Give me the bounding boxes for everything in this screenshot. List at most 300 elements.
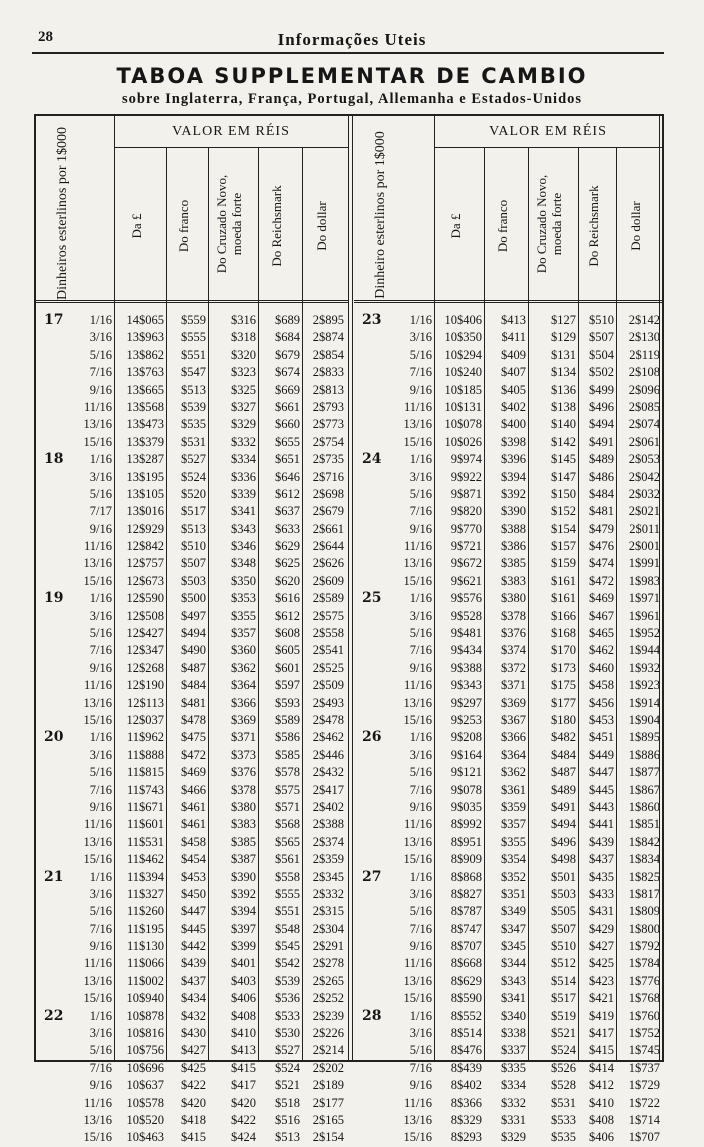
cell-cruzado: $378 xyxy=(231,782,256,797)
cell-dollar: 1$914 xyxy=(628,695,660,710)
cell-cruzado: $168 xyxy=(551,626,576,641)
cell-franco: $367 xyxy=(501,712,526,727)
table-row xyxy=(36,555,348,572)
cell-dollar: 1$745 xyxy=(628,1043,660,1058)
cell-libra: 8$909 xyxy=(450,852,482,867)
cell-frac: 11/16 xyxy=(403,678,432,693)
cell-frac: 15/16 xyxy=(403,1130,432,1145)
cell-reichsmark: $451 xyxy=(589,730,614,745)
cell-franco: $344 xyxy=(501,956,526,971)
table-row xyxy=(354,434,662,451)
cell-franco: $394 xyxy=(501,469,526,484)
cell-franco: $351 xyxy=(501,886,526,901)
cell-cruzado: $366 xyxy=(231,695,256,710)
cell-dollar: 2$874 xyxy=(312,330,344,345)
cell-cruzado: $175 xyxy=(551,678,576,693)
cell-dollar: 2$061 xyxy=(628,434,660,449)
cell-frac: 11/16 xyxy=(403,539,432,554)
cell-libra: 13$568 xyxy=(126,399,164,414)
cell-cruzado: $336 xyxy=(231,469,256,484)
cell-reichsmark: $414 xyxy=(589,1060,614,1075)
cell-cruzado: $489 xyxy=(551,782,576,797)
table-row xyxy=(354,347,662,364)
cell-dollar: 2$119 xyxy=(629,347,660,362)
cell-cruzado: $512 xyxy=(551,956,576,971)
cell-frac: 13/16 xyxy=(403,556,432,571)
cell-libra: 8$329 xyxy=(450,1112,482,1127)
cell-reichsmark: $575 xyxy=(275,782,300,797)
cell-reichsmark: $417 xyxy=(589,1026,614,1041)
table-row xyxy=(354,538,662,555)
cell-frac: 9/16 xyxy=(89,521,112,536)
cell-reichsmark: $476 xyxy=(589,539,614,554)
cell-dollar: 1$737 xyxy=(628,1060,660,1075)
cell-reichsmark: $542 xyxy=(275,956,300,971)
cell-reichsmark: $441 xyxy=(589,817,614,832)
table-row xyxy=(36,695,348,712)
cell-frac: 9/16 xyxy=(409,799,432,814)
cell-frac: 11/16 xyxy=(83,1095,112,1110)
cell-cruzado: $343 xyxy=(231,521,256,536)
table-row xyxy=(354,1025,662,1042)
cell-reichsmark: $561 xyxy=(275,852,300,867)
cell-frac: 15/16 xyxy=(403,852,432,867)
cell-dollar: 1$932 xyxy=(628,660,660,675)
cell-reichsmark: $633 xyxy=(275,521,300,536)
cell-franco: $461 xyxy=(181,817,206,832)
right-table-rows xyxy=(354,312,662,1147)
cell-libra: 10$240 xyxy=(444,365,482,380)
cell-libra: 8$668 xyxy=(450,956,482,971)
cell-frac: 13/16 xyxy=(403,695,432,710)
cell-franco: $398 xyxy=(501,434,526,449)
table-center-rule xyxy=(348,116,349,1060)
cell-dollar: 2$154 xyxy=(312,1130,344,1145)
cell-dollar: 2$053 xyxy=(628,452,660,467)
cell-franco: $361 xyxy=(501,782,526,797)
cell-reichsmark: $453 xyxy=(589,712,614,727)
cell-reichsmark: $510 xyxy=(589,313,614,327)
cell-reichsmark: $597 xyxy=(275,678,300,693)
cell-franco: $409 xyxy=(501,347,526,362)
cell-frac: 5/16 xyxy=(89,347,112,362)
cell-libra: 12$929 xyxy=(126,521,164,536)
cell-cruzado: $383 xyxy=(231,817,256,832)
cell-libra: 11$066 xyxy=(126,956,164,971)
cell-franco: $405 xyxy=(501,382,526,397)
cell-libra: 11$671 xyxy=(126,799,164,814)
cell-cruzado: $399 xyxy=(231,939,256,954)
cell-dollar: 2$661 xyxy=(312,521,344,536)
cell-franco: $390 xyxy=(501,504,526,519)
cell-franco: $461 xyxy=(181,799,206,814)
cell-libra: 10$463 xyxy=(126,1130,164,1145)
cell-frac: 11/16 xyxy=(403,1095,432,1110)
cell-cruzado: $369 xyxy=(231,712,256,727)
cell-libra: 11$394 xyxy=(126,869,164,884)
cell-reichsmark: $429 xyxy=(589,921,614,936)
cell-reichsmark: $578 xyxy=(275,765,300,780)
column-header-libra: Da £ xyxy=(448,213,463,239)
cell-dollar: 2$558 xyxy=(312,626,344,641)
exchange-table xyxy=(34,114,664,1145)
table-row xyxy=(36,434,348,451)
cell-cruzado: $131 xyxy=(551,347,576,362)
cell-reichsmark: $555 xyxy=(275,886,300,901)
cell-franco: $513 xyxy=(181,521,206,536)
cell-dollar: 2$575 xyxy=(312,608,344,623)
table-row xyxy=(36,869,348,886)
cell-frac: 15/16 xyxy=(403,434,432,449)
cell-dollar: 2$509 xyxy=(312,678,344,693)
cell-libra: 10$696 xyxy=(126,1060,164,1075)
cell-pence: 28 xyxy=(362,1007,382,1024)
cell-franco: $364 xyxy=(501,747,526,762)
cell-dollar: 2$315 xyxy=(312,904,344,919)
cell-libra: 11$130 xyxy=(126,939,164,954)
cell-dollar: 1$895 xyxy=(628,730,660,745)
cell-frac: 5/16 xyxy=(89,626,112,641)
cell-dollar: 1$817 xyxy=(628,886,660,901)
cell-franco: $510 xyxy=(181,539,206,554)
cell-frac: 5/16 xyxy=(409,904,432,919)
table-row xyxy=(36,625,348,642)
cell-franco: $372 xyxy=(501,660,526,675)
cell-reichsmark: $486 xyxy=(589,469,614,484)
cell-cruzado: $316 xyxy=(231,313,256,327)
cell-cruzado: $357 xyxy=(231,626,256,641)
page-title: TABOA SUPPLEMENTAR DE CAMBIO xyxy=(116,64,588,88)
cell-reichsmark: $655 xyxy=(275,434,300,449)
cell-libra: 11$815 xyxy=(126,765,164,780)
column-rule xyxy=(616,147,617,300)
cell-reichsmark: $410 xyxy=(589,1095,614,1110)
cell-dollar: 2$239 xyxy=(312,1008,344,1023)
cell-libra: 9$974 xyxy=(450,452,482,467)
column-header-libra: Da £ xyxy=(129,213,144,239)
group-rule xyxy=(434,147,662,148)
cell-libra: 8$992 xyxy=(450,817,482,832)
cell-franco: $343 xyxy=(501,973,526,988)
cell-dollar: 1$923 xyxy=(628,678,660,693)
cell-cruzado: $173 xyxy=(551,660,576,675)
table-row xyxy=(36,729,348,746)
table-row xyxy=(36,764,348,781)
cell-franco: $407 xyxy=(501,365,526,380)
cell-dollar: 1$904 xyxy=(628,712,660,727)
cell-pence: 20 xyxy=(44,729,64,746)
cell-libra: 8$402 xyxy=(450,1078,482,1093)
cell-dollar: 2$432 xyxy=(312,765,344,780)
table-row xyxy=(354,660,662,677)
cell-cruzado: $325 xyxy=(231,382,256,397)
cell-dollar: 1$944 xyxy=(628,643,660,658)
table-row xyxy=(354,416,662,433)
cell-franco: $335 xyxy=(501,1060,526,1075)
cell-reichsmark: $419 xyxy=(589,1008,614,1023)
cell-dollar: 2$833 xyxy=(312,365,344,380)
cell-cruzado: $401 xyxy=(231,956,256,971)
table-row xyxy=(36,608,348,625)
cell-reichsmark: $469 xyxy=(589,591,614,606)
cell-franco: $388 xyxy=(501,521,526,536)
cell-reichsmark: $481 xyxy=(589,504,614,519)
table-row xyxy=(36,521,348,538)
cell-cruzado: $147 xyxy=(551,469,576,484)
cell-frac: 7/16 xyxy=(89,1060,112,1075)
table-row xyxy=(354,973,662,990)
cell-libra: 12$190 xyxy=(126,678,164,693)
cell-frac: 1/16 xyxy=(409,730,432,745)
cell-libra: 10$350 xyxy=(444,330,482,345)
group-header: VALOR EM RÉIS xyxy=(172,124,290,139)
cell-reichsmark: $460 xyxy=(589,660,614,675)
table-row xyxy=(36,642,348,659)
cell-cruzado: $127 xyxy=(551,313,576,327)
cell-frac: 5/16 xyxy=(409,486,432,501)
cell-cruzado: $422 xyxy=(231,1112,256,1127)
cell-dollar: 2$021 xyxy=(628,504,660,519)
cell-dollar: 2$609 xyxy=(312,573,344,588)
cell-libra: 8$951 xyxy=(450,834,482,849)
cell-reichsmark: $568 xyxy=(275,817,300,832)
cell-franco: $332 xyxy=(501,1095,526,1110)
cell-frac: 15/16 xyxy=(83,852,112,867)
cell-frac: 15/16 xyxy=(83,712,112,727)
table-row xyxy=(36,329,348,346)
cell-frac: 13/16 xyxy=(403,1112,432,1127)
cell-franco: $349 xyxy=(501,904,526,919)
cell-reichsmark: $530 xyxy=(275,1026,300,1041)
cell-cruzado: $521 xyxy=(551,1026,576,1041)
cell-reichsmark: $443 xyxy=(589,799,614,814)
cell-cruzado: $390 xyxy=(231,869,256,884)
cell-reichsmark: $608 xyxy=(275,626,300,641)
table-row xyxy=(354,816,662,833)
cell-frac: 7/16 xyxy=(89,365,112,380)
cell-cruzado: $170 xyxy=(551,643,576,658)
cell-frac: 7/17 xyxy=(89,504,112,519)
cell-frac: 5/16 xyxy=(409,626,432,641)
cell-reichsmark: $516 xyxy=(275,1112,300,1127)
cell-cruzado: $157 xyxy=(551,539,576,554)
cell-dollar: 2$374 xyxy=(312,834,344,849)
cell-reichsmark: $445 xyxy=(589,782,614,797)
cell-libra: 13$195 xyxy=(126,469,164,484)
cell-franco: $454 xyxy=(181,852,206,867)
cell-reichsmark: $449 xyxy=(589,747,614,762)
cell-frac: 3/16 xyxy=(89,886,112,901)
cell-franco: $481 xyxy=(181,695,206,710)
table-row xyxy=(36,938,348,955)
cell-cruzado: $142 xyxy=(551,434,576,449)
cell-cruzado: $413 xyxy=(231,1043,256,1058)
cell-reichsmark: $423 xyxy=(589,973,614,988)
cell-libra: 9$922 xyxy=(450,469,482,484)
cell-franco: $378 xyxy=(501,608,526,623)
cell-franco: $500 xyxy=(181,591,206,606)
cell-reichsmark: $447 xyxy=(589,765,614,780)
cell-frac: 7/16 xyxy=(89,643,112,658)
table-row xyxy=(354,469,662,486)
cell-cruzado: $526 xyxy=(551,1060,576,1075)
cell-franco: $497 xyxy=(181,608,206,623)
cell-dollar: 1$851 xyxy=(628,817,660,832)
cell-dollar: 1$825 xyxy=(628,869,660,884)
cell-frac: 9/16 xyxy=(89,939,112,954)
table-row xyxy=(36,538,348,555)
cell-dollar: 2$493 xyxy=(312,695,344,710)
table-row xyxy=(36,1060,348,1077)
table-row xyxy=(36,347,348,364)
header-rule xyxy=(32,52,664,54)
cell-franco: $386 xyxy=(501,539,526,554)
cell-libra: 8$514 xyxy=(450,1026,482,1041)
cell-frac: 13/16 xyxy=(83,556,112,571)
cell-pence: 17 xyxy=(44,312,64,328)
cell-frac: 9/16 xyxy=(409,521,432,536)
cell-reichsmark: $521 xyxy=(275,1078,300,1093)
cell-dollar: 2$462 xyxy=(312,730,344,745)
cell-dollar: 2$085 xyxy=(628,399,660,414)
cell-franco: $434 xyxy=(181,991,206,1006)
cell-reichsmark: $593 xyxy=(275,695,300,710)
cell-libra: 9$253 xyxy=(450,712,482,727)
cell-libra: 13$473 xyxy=(126,417,164,432)
cell-reichsmark: $536 xyxy=(275,991,300,1006)
cell-libra: 12$427 xyxy=(126,626,164,641)
cell-cruzado: $503 xyxy=(551,886,576,901)
table-row xyxy=(354,764,662,781)
cell-frac: 11/16 xyxy=(403,817,432,832)
cell-frac: 11/16 xyxy=(403,399,432,414)
table-row xyxy=(354,990,662,1007)
table-row xyxy=(354,834,662,851)
cell-reichsmark: $479 xyxy=(589,521,614,536)
cell-libra: 11$260 xyxy=(126,904,164,919)
table-row xyxy=(354,782,662,799)
cell-dollar: 2$042 xyxy=(628,469,660,484)
cell-franco: $359 xyxy=(501,799,526,814)
cell-reichsmark: $612 xyxy=(275,608,300,623)
cell-cruzado: $180 xyxy=(551,712,576,727)
cell-dollar: 1$991 xyxy=(628,556,660,571)
cell-cruzado: $397 xyxy=(231,921,256,936)
cell-dollar: 2$108 xyxy=(628,365,660,380)
cell-reichsmark: $616 xyxy=(275,591,300,606)
cell-cruzado: $327 xyxy=(231,399,256,414)
cell-libra: 9$121 xyxy=(450,765,482,780)
cell-reichsmark: $684 xyxy=(275,330,300,345)
cell-cruzado: $136 xyxy=(551,382,576,397)
cell-frac: 15/16 xyxy=(403,991,432,1006)
cell-reichsmark: $585 xyxy=(275,747,300,762)
table-row xyxy=(36,747,348,764)
cell-dollar: 1$867 xyxy=(628,782,660,797)
cell-franco: $445 xyxy=(181,921,206,936)
cell-dollar: 2$402 xyxy=(312,799,344,814)
cell-dollar: 2$165 xyxy=(312,1112,344,1127)
cell-frac: 11/16 xyxy=(83,399,112,414)
cell-reichsmark: $689 xyxy=(275,313,300,327)
cell-dollar: 1$760 xyxy=(628,1008,660,1023)
cell-frac: 9/16 xyxy=(409,1078,432,1093)
cell-frac: 3/16 xyxy=(89,330,112,345)
cell-libra: 8$439 xyxy=(450,1060,482,1075)
cell-franco: $402 xyxy=(501,399,526,414)
column-rule xyxy=(484,147,485,300)
cell-pence: 23 xyxy=(362,312,382,328)
cell-frac: 9/16 xyxy=(409,939,432,954)
cell-frac: 7/16 xyxy=(409,504,432,519)
cell-dollar: 2$202 xyxy=(312,1060,344,1075)
cell-dollar: 1$792 xyxy=(628,939,660,954)
cell-cruzado: $152 xyxy=(551,504,576,519)
cell-cruzado: $339 xyxy=(231,486,256,501)
cell-frac: 9/16 xyxy=(89,382,112,397)
cell-cruzado: $346 xyxy=(231,539,256,554)
table-row xyxy=(36,973,348,990)
cell-dollar: 1$707 xyxy=(628,1130,660,1145)
cell-libra: 10$078 xyxy=(444,417,482,432)
cell-reichsmark: $427 xyxy=(589,939,614,954)
cell-frac: 3/16 xyxy=(409,1026,432,1041)
cell-pence: 21 xyxy=(44,868,64,885)
cell-frac: 15/16 xyxy=(83,434,112,449)
cell-frac: 11/16 xyxy=(83,956,112,971)
cell-libra: 9$576 xyxy=(450,591,482,606)
cell-dollar: 2$226 xyxy=(312,1026,344,1041)
table-row xyxy=(354,642,662,659)
table-row xyxy=(354,1060,662,1077)
cell-franco: $517 xyxy=(181,504,206,519)
cell-cruzado: $385 xyxy=(231,834,256,849)
table-row xyxy=(36,677,348,694)
cell-reichsmark: $507 xyxy=(589,330,614,345)
cell-libra: 8$629 xyxy=(450,973,482,988)
cell-reichsmark: $433 xyxy=(589,886,614,901)
cell-reichsmark: $524 xyxy=(275,1060,300,1075)
cell-franco: $475 xyxy=(181,730,206,745)
cell-reichsmark: $612 xyxy=(275,486,300,501)
cell-frac: 15/16 xyxy=(403,712,432,727)
cell-libra: 11$002 xyxy=(126,973,164,988)
cell-franco: $420 xyxy=(181,1095,206,1110)
cell-frac: 13/16 xyxy=(403,973,432,988)
cell-franco: $494 xyxy=(181,626,206,641)
table-row xyxy=(354,695,662,712)
table-row xyxy=(354,712,662,729)
cell-reichsmark: $489 xyxy=(589,452,614,467)
cell-cruzado: $387 xyxy=(231,852,256,867)
cell-reichsmark: $679 xyxy=(275,347,300,362)
cell-dollar: 1$983 xyxy=(628,573,660,588)
cell-franco: $469 xyxy=(181,765,206,780)
cell-reichsmark: $565 xyxy=(275,834,300,849)
cell-dollar: 1$886 xyxy=(628,747,660,762)
cell-franco: $347 xyxy=(501,921,526,936)
stub-header: Dinheiros esterlinos por 1$000 xyxy=(55,126,70,300)
cell-reichsmark: $412 xyxy=(589,1078,614,1093)
cell-reichsmark: $651 xyxy=(275,452,300,467)
cell-frac: 11/16 xyxy=(83,539,112,554)
cell-libra: 12$673 xyxy=(126,573,164,588)
cell-pence: 25 xyxy=(362,590,382,607)
cell-reichsmark: $458 xyxy=(589,678,614,693)
cell-cruzado: $519 xyxy=(551,1008,576,1023)
cell-frac: 7/16 xyxy=(409,643,432,658)
table-row xyxy=(36,469,348,486)
